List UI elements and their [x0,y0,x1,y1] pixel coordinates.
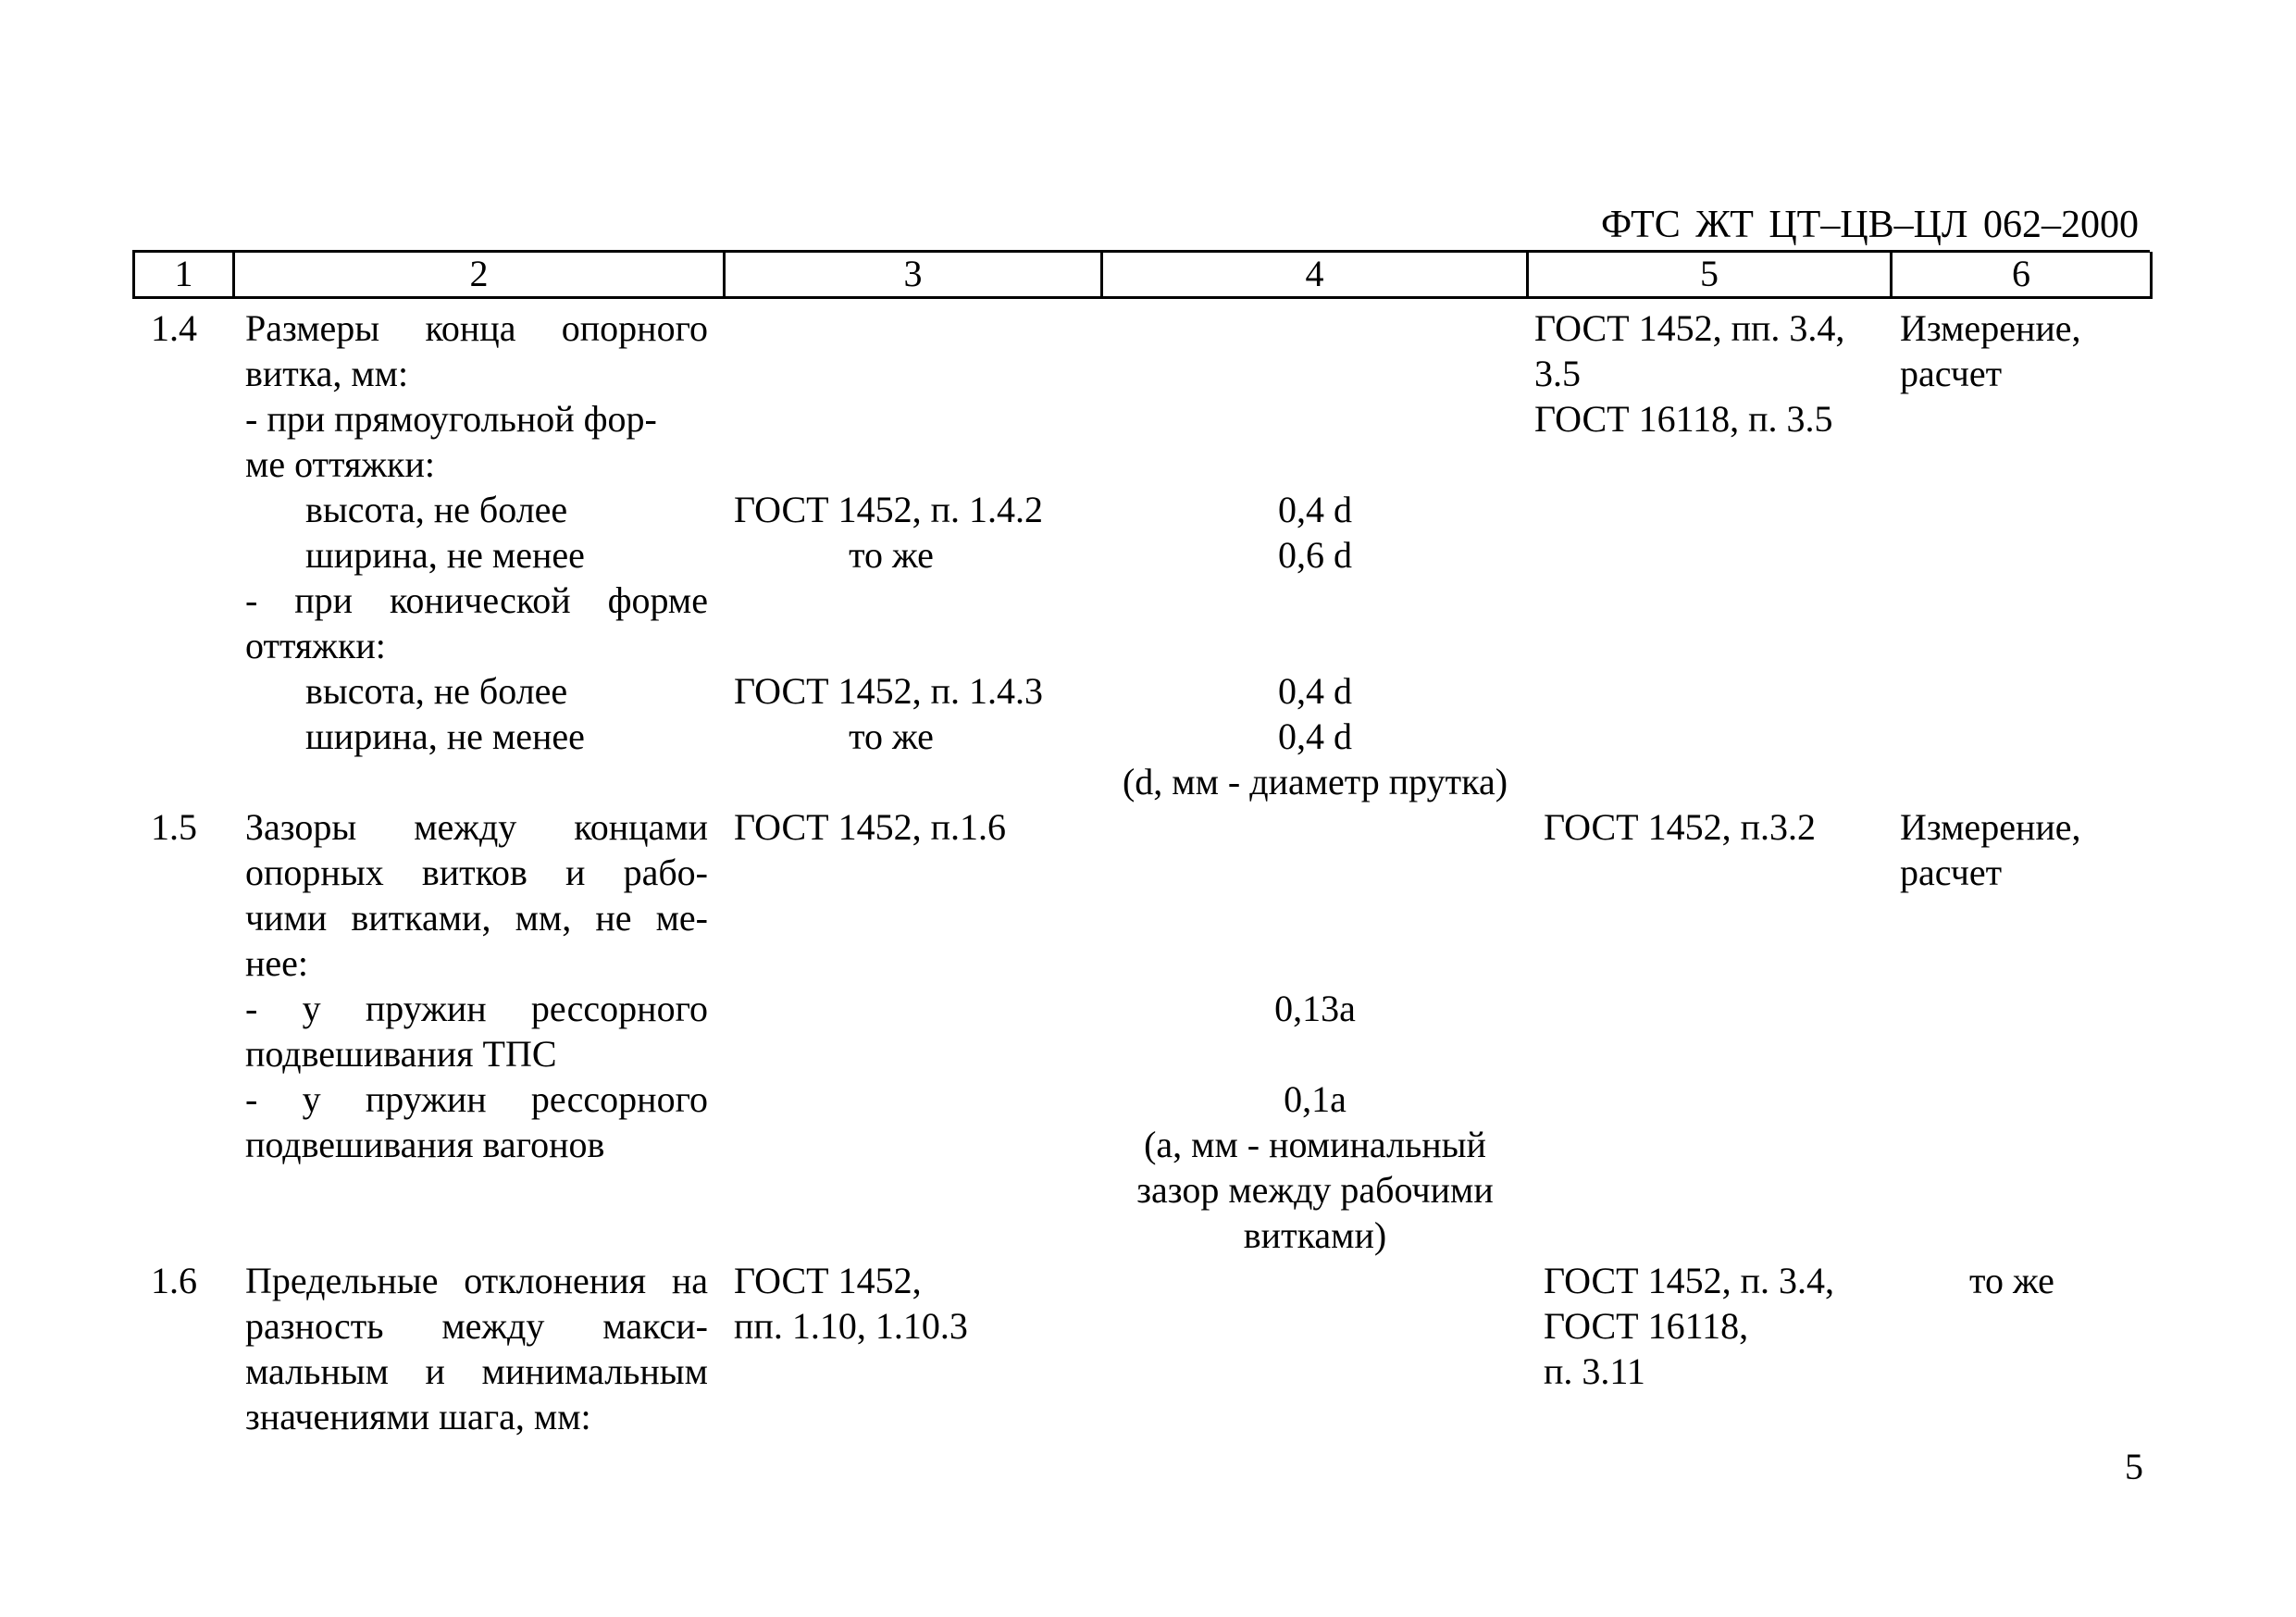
control-method: то же [1969,1260,2054,1301]
parameter-value: 0,13а 0,1а (а, мм - номинальный зазор между рабочими витками) [1136,988,1494,1256]
control-method: Измерение, расчет [1900,307,2081,394]
parameter-value: 0,4 d 0,6 d 0,4 d 0,4 d (d, мм - диаметр прутка) [1122,489,1508,802]
parameter-description: Предельные отклонения на разность между макси- мальным и минимальным значениями шага, мм: [245,1260,708,1437]
item-number: 1.4 [151,307,197,349]
column-number: 1 [134,252,234,298]
item-number: 1.5 [151,806,197,848]
requirement-reference: ГОСТ 1452, п. 1.4.2 то же ГОСТ 1452, п. 1.4.3 то же [734,489,1044,757]
requirement-reference: ГОСТ 1452, пп. 1.10, 1.10.3 [734,1260,968,1347]
control-method-reference: ГОСТ 1452, пп. 3.4, 3.5 ГОСТ 16118, п. 3.5 [1534,307,1845,440]
column-number: 2 [234,252,725,298]
item-number: 1.6 [151,1260,197,1301]
control-method-reference: ГОСТ 1452, п. 3.4, ГОСТ 16118, п. 3.11 [1544,1260,1835,1392]
parameter-description: Зазоры между концами опорных витков и рабо- чими витками, мм, не ме- нее: - у пружин рессорного подвешивания ТПС - у пружин рессорного подвешивания вагонов [245,806,708,1165]
requirement-reference: ГОСТ 1452, п.1.6 [734,806,1007,848]
document-code: ФТС ЖТ ЦТ–ЦВ–ЦЛ 062–2000 [1600,204,2139,246]
page-number: 5 [2125,1446,2143,1487]
control-method: Измерение, расчет [1900,806,2081,893]
column-number-header [132,252,2153,299]
column-number: 4 [1102,252,1528,298]
column-number: 6 [1892,252,2152,298]
control-method-reference: ГОСТ 1452, п.3.2 [1544,806,1817,848]
column-number: 5 [1528,252,1892,298]
parameter-description: Размеры конца опорного витка, мм: - при прямоугольной фор- ме оттяжки: высота, не более ширина, не менее - при конической форме оттяжки: высота, не более ширина, не менее [245,307,708,757]
column-number: 3 [725,252,1102,298]
